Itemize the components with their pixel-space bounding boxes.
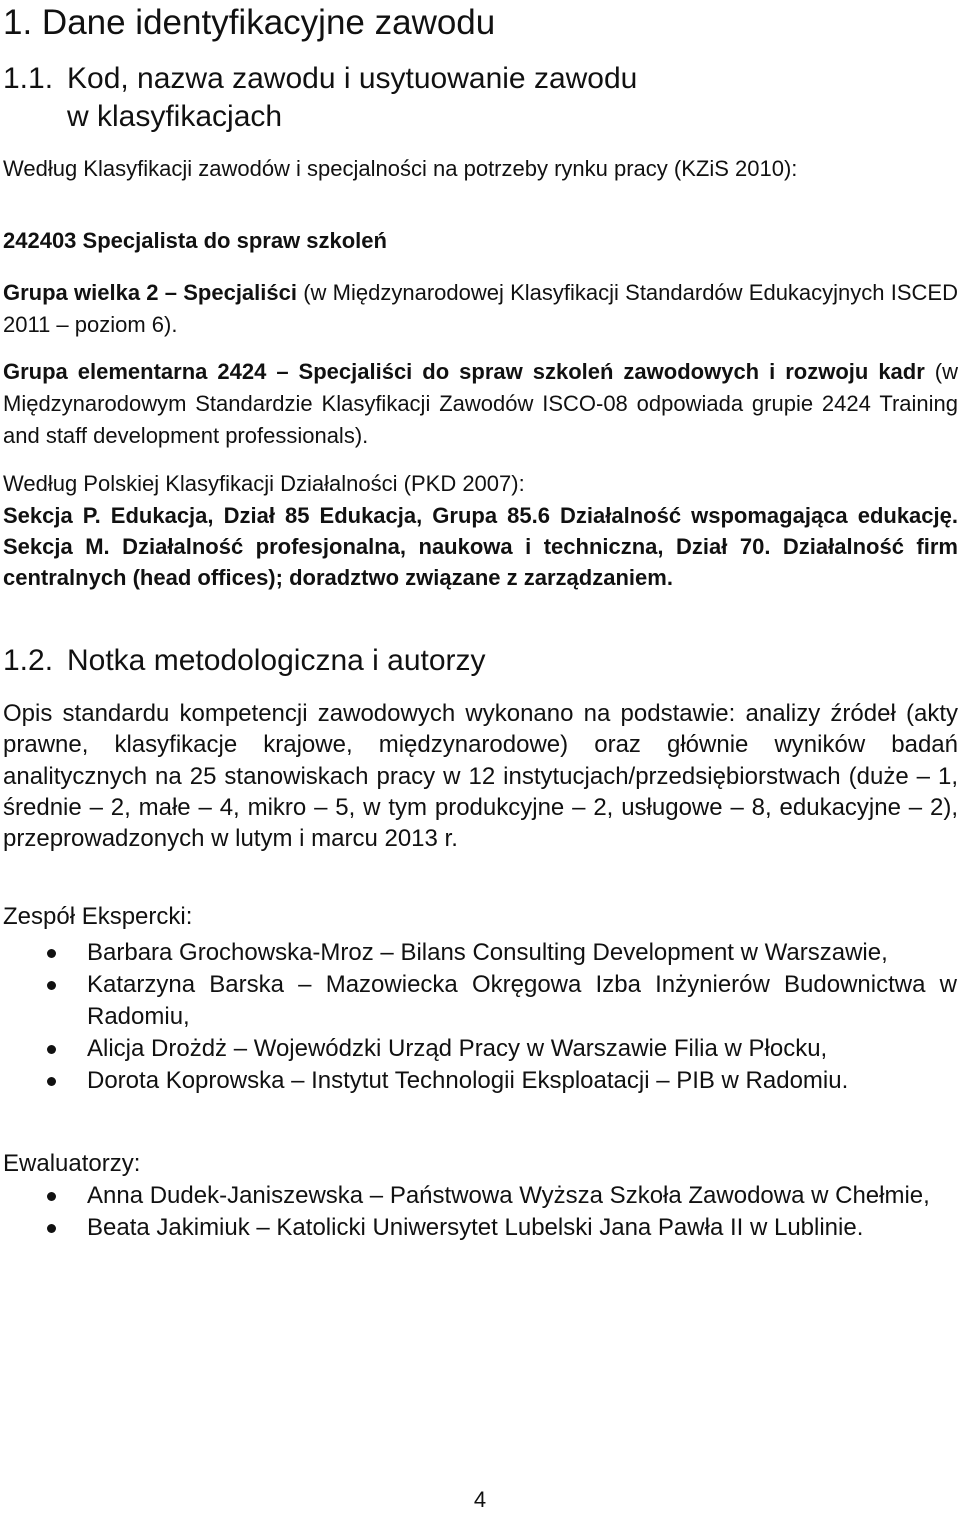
expert-entry: Katarzyna Barska – Mazowiecka Okręgowa Izba Inżynierów Budownictwa w Radomiu, <box>87 971 957 1030</box>
list-item <box>0 969 957 1033</box>
subsection-title-line1: Kod, nazwa zawodu i usytuowanie zawodu <box>67 62 638 95</box>
unit-group-label: Grupa elementarna 2424 – Specjaliści do spraw szkoleń zawodowych i rozwoju kadr <box>3 359 925 384</box>
subsection-heading-methodology <box>3 642 486 680</box>
bullet-icon <box>47 1077 56 1086</box>
kzis-intro: Według Klasyfikacji zawodów i specjalności na potrzeby rynku pracy (KZiS 2010): <box>3 156 798 181</box>
major-group-label: Grupa wielka 2 – Specjaliści <box>3 280 297 305</box>
pkd-intro: Według Polskiej Klasyfikacji Działalności (PKD 2007): <box>3 471 525 496</box>
unit-group-note: (w Międzynarodowym Standardzie Klasyfikacji Zawodów ISCO-08 odpowiada grupie 2424 Training and staff development professionals). <box>3 359 959 448</box>
evaluators-label: Ewaluatorzy: <box>3 1150 141 1177</box>
subsection-title: Notka metodologiczna i autorzy <box>67 644 486 677</box>
subsection-title-line2: w klasyfikacjach <box>67 100 283 133</box>
list-item <box>0 937 957 969</box>
evaluator-entry: Beata Jakimiuk – Katolicki Uniwersytet Lubelski Jana Pawła II w Lublinie. <box>87 1214 864 1241</box>
list-item <box>0 1180 957 1212</box>
methodology-paragraph: Opis standardu kompetencji zawodowych wykonano na podstawie: analizy źródeł (akty prawne, klasyfikacje krajowe, międzynarodowe) oraz głównie wyników badań analitycznych na 25 stanowiskach pracy w 12 instytucjach/przedsiębiorstwach (duże – 1, średnie – 2, małe – 4, mikro – 5, w tym produkcyjne – 2, usługowe – 8, edukacyjne – 2), przeprowadzonych w lutym i marcu 2013 r. <box>3 700 958 853</box>
major-group-note: (w Międzynarodowej Klasyfikacji Standardów Edukacyjnych ISCED 2011 – poziom 6). <box>3 280 958 337</box>
subsection-heading-classification <box>3 60 637 136</box>
evaluators-list <box>0 1180 960 1244</box>
experts-label: Zespół Ekspercki: <box>3 903 193 930</box>
bullet-icon <box>47 949 56 958</box>
bullet-icon <box>47 981 56 990</box>
list-item <box>0 1212 957 1244</box>
bullet-icon <box>47 1192 56 1201</box>
section-heading: 1. Dane identyfikacyjne zawodu <box>3 3 496 42</box>
list-item <box>0 1033 957 1065</box>
expert-entry: Dorota Koprowska – Instytut Technologii Eksploatacji – PIB w Radomiu. <box>87 1067 849 1094</box>
expert-entry: Barbara Grochowska-Mroz – Bilans Consulting Development w Warszawie, <box>87 939 888 966</box>
expert-entry: Alicja Drożdż – Wojewódzki Urząd Pracy w Warszawie Filia w Płocku, <box>87 1035 828 1062</box>
list-item <box>0 1065 957 1097</box>
unit-group <box>3 356 958 452</box>
subsection-number: 1.1. <box>3 62 54 95</box>
experts-list <box>0 937 960 1097</box>
subsection-number: 1.2. <box>3 644 54 677</box>
evaluator-entry: Anna Dudek-Janiszewska – Państwowa Wyższa Szkoła Zawodowa w Chełmie, <box>87 1182 930 1209</box>
pkd-sections: Sekcja P. Edukacja, Dział 85 Edukacja, Grupa 85.6 Działalność wspomagająca edukację. Sekcja M. Działalność profesjonalna, naukowa i techniczna, Dział 70. Działalność firm centralnych (head offices); doradztwo związane z zarządzaniem. <box>3 503 958 590</box>
occupation-code: 242403 Specjalista do spraw szkoleń <box>3 228 387 253</box>
major-group <box>3 277 958 341</box>
bullet-icon <box>47 1224 56 1233</box>
bullet-icon <box>47 1045 56 1054</box>
page-number: 4 <box>473 1487 487 1512</box>
